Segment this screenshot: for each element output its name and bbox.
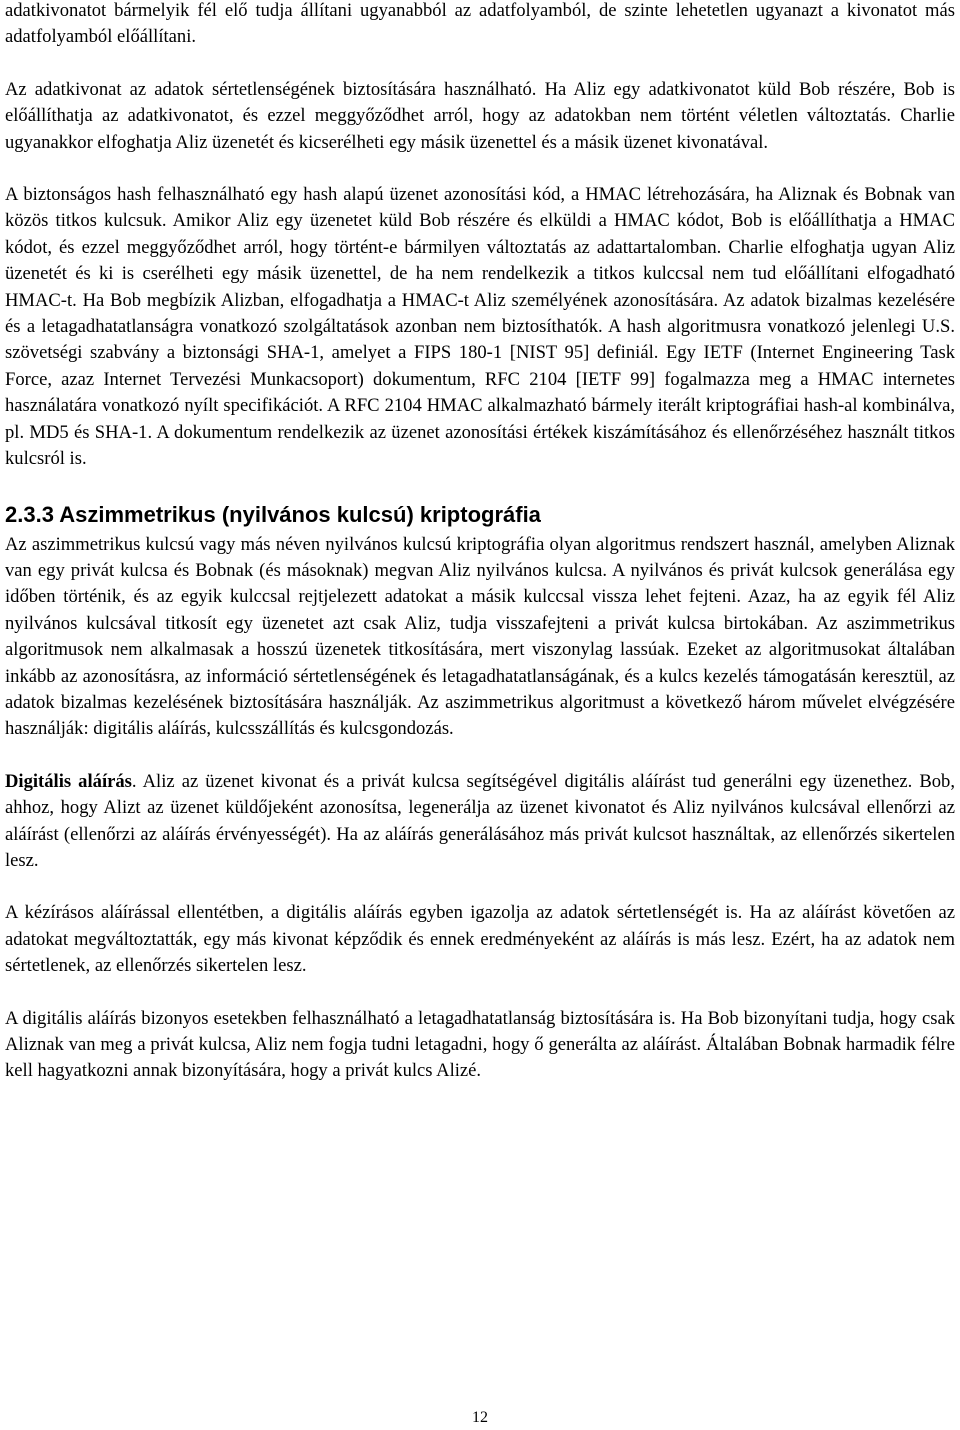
digital-signature-term: Digitális aláírás (5, 770, 132, 792)
paragraph-digital-signature (5, 769, 955, 875)
paragraph-hmac: A biztonságos hash felhasználható egy hash alapú üzenet azonosítási kód, a HMAC létrehozására, ha Aliznak és Bobnak van közös titkos kulcsuk. Amikor Aliz egy üzenetet küld Bob részére és elküldi a HMAC kódot, Bob is előállíthatja a HMAC kódot, és ezzel meggyőződhet arról, hogy történt-e bármilyen változtatás az adattartalomban. Charlie elfoghatja ugyan Aliz üzenetét és ki is cserélheti egy másik üzenettel, de ha nem rendelkezik a titkos kulccsal nem tud előállítani elfogadható HMAC-t. Ha Bob megbízik Alizban, elfogadhatja a HMAC-t Aliz személyének azonosítására. Az adatok bizalmas kezelésére és a letagadhatatlanságra vonatkozó szolgáltatások azonban nem biztosíthatók. A hash algoritmusra vonatkozó jelenlegi U.S. szövetségi szabvány a biztonsági SHA-1, amelyet a FIPS 180-1 [NIST 95] definiál. Egy IETF (Internet Engineering Task Force, azaz Internet Tervezési Munkacsoport) dokumentum, RFC 2104 [IETF 99] fogalmazza meg a HMAC internetes használatára vonatkozó nyílt specifikációt. A RFC 2104 HMAC alkalmazható bármely iterált kriptográfiai hash-al kombinálva, pl. MD5 és SHA-1. A dokumentum rendelkezik az üzenet azonosítási értékek kiszámításához és ellenőrzéséhez használt titkos kulcsról is. (5, 184, 955, 470)
paragraph-non-repudiation: A digitális aláírás bizonyos esetekben felhasználható a letagadhatatlanság biztosítására is. Ha Bob bizonyítani tudja, hogy csak Aliznak van meg a privát kulcsa, Aliz nem fogja tudni letagadni, hogy ő generálta az aláírást. Általában Bobnak harmadik félre kell hagyatkozni annak bizonyítására, hogy a privát kulcs Alizé. (5, 1007, 955, 1082)
digital-signature-text: . Aliz az üzenet kivonat és a privát kulcsa segítségével digitális aláírást tud generálni egy üzenethez. Bob, ahhoz, hogy Alizt az üzenet küldőjeként azonosítsa, legenerálja az üzenet kivonatot és Aliz nyilvános kulcsával ellenőrzi az aláírást (ellenőrzi az aláírás érvényességét). Ha az aláírás generálásához más privát kulcsot használtak, az ellenőrzés sikertelen lesz. (5, 770, 955, 871)
paragraph-asymmetric-intro: Az aszimmetrikus kulcsú vagy más néven nyilvános kulcsú kriptográfia olyan algoritmus rendszert használ, amelyben Aliznak van egy privát kulcsa és Bobnak (és másoknak) megvan Aliz nyilvános kulcsa. A nyilvános és privát kulcsok generálása egy időben történik, és az egyik kulccsal rejtjelezett adatokat a másik kulccsal vissza lehet fejteni. Azaz, ha az egyik fél Aliz nyilvános kulcsával titkosít egy üzenetet azt csak Aliz, tudja visszafejteni a privát kulcsa birtokában. Az aszimmetrikus algoritmusok nem alkalmasak a hosszú üzenetek titkosítására, mert viszonylag lassúak. Ezeket az algoritmusokat általában inkább az azonosításra, az információ sértetlenségének és letagadhatatlanságának, és a kulcs kezelés támogatásán keresztül, az adatok bizalmas kezelésének biztosítására használják. Az aszimmetrikus algoritmust a következő három művelet elvégzésére használják: digitális aláírás, kulcsszállítás és kulcsgondozás. (5, 533, 955, 740)
section-heading: 2.3.3 Aszimmetrikus (nyilvános kulcsú) kriptográfia (5, 501, 541, 527)
paragraph-signature-integrity: A kézírásos aláírással ellentétben, a digitális aláírás egyben igazolja az adatok sértetlenségét is. Ha az aláírást követően az adatokat megváltoztatták, egy más kivonat képződik és ennek eredményeként az aláírás is más lesz. Ezért, ha az adatok nem sértetlenek, az ellenőrzés sikertelen lesz. (5, 902, 955, 977)
document-page (5, 0, 955, 1085)
page-number: 12 (472, 1409, 488, 1426)
paragraph-hash-intro-end: adatkivonatot bármelyik fél elő tudja állítani ugyanabból az adatfolyamból, de szinte lehetetlen ugyanazt a kivonatot más adatfolyamból előállítani. (5, 0, 955, 48)
paragraph-digest-integrity: Az adatkivonat az adatok sértetlenségének biztosítására használható. Ha Aliz egy adatkivonatot küld Bob részére, Bob is előállíthatja az adatkivonatot, és ezzel meggyőződhet arról, hogy az adatokban nem történt véletlen változtatás. Charlie ugyanakkor elfoghatja Aliz üzenetét és kicserélheti egy másik üzenettel és a másik üzenet kivonatával. (5, 78, 955, 153)
